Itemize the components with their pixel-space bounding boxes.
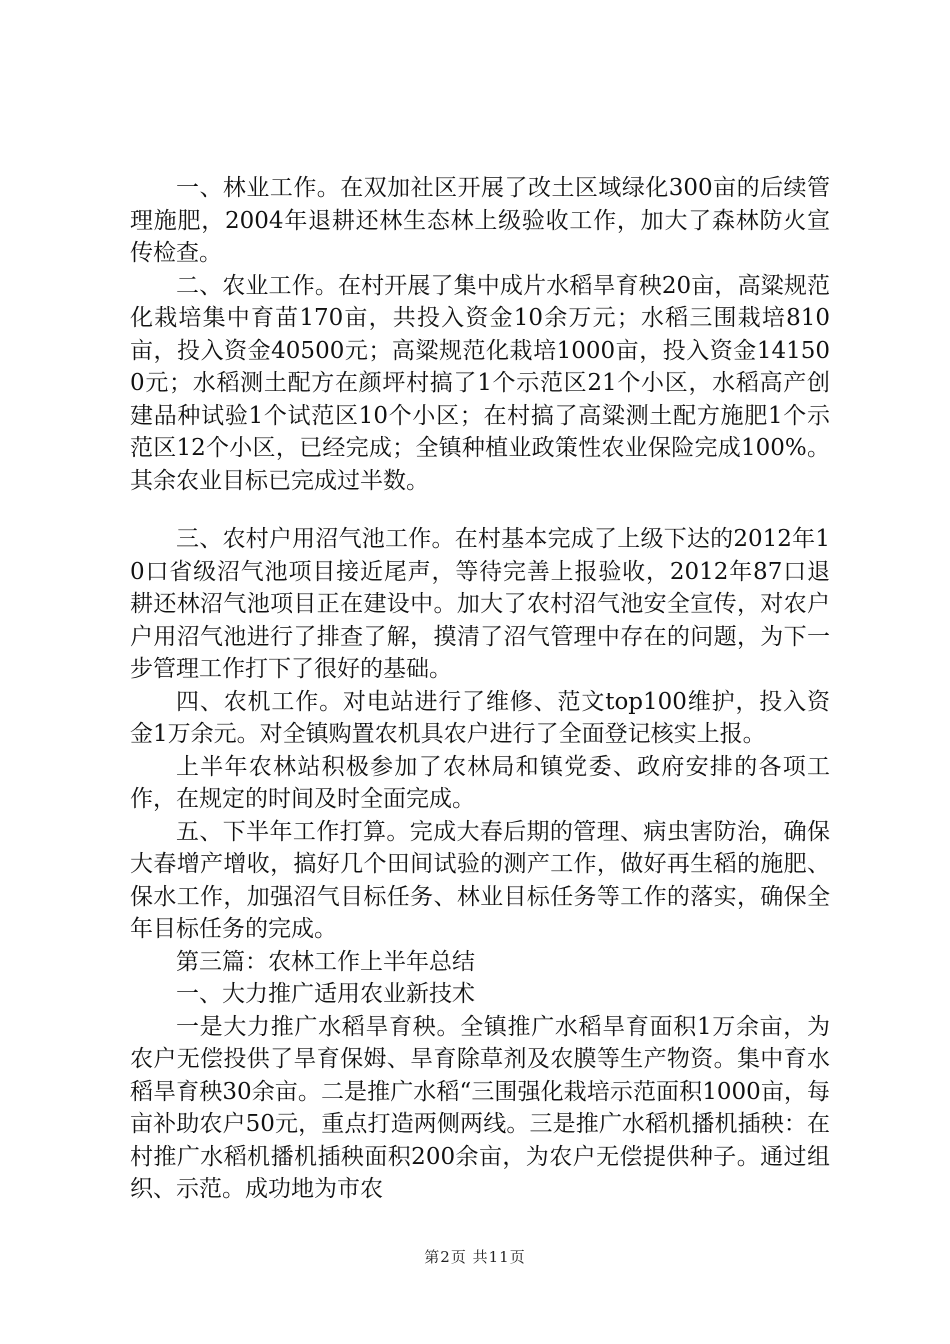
paragraph-half-year-summary: 上半年农林站积极参加了农林局和镇党委、政府安排的各项工作，在规定的时间及时全面完成。 <box>130 753 830 812</box>
subheading-new-techniques: 一、大力推广适用农业新技术 <box>176 981 475 1007</box>
paragraph-second-half-plan: 五、下半年工作打算。完成大春后期的管理、病虫害防治，确保大春增产增收，搞好几个田间试验的测产工作，做好再生稻的施肥、保水工作，加强沼气目标任务、林业目标任务等工作的落实，确保全年目标任务的完成。 <box>130 818 830 942</box>
paragraph-biogas: 三、农村户用沼气池工作。在村基本完成了上级下达的2012年10口省级沼气池项目接近尾声，等待完善上报验收，2012年87口退耕还林沼气池项目正在建设中。加大了农村沼气池安全宣传，对农户户用沼气池进行了排查了解，摸清了沼气管理中存在的问题，为下一步管理工作打下了很好的基础。 <box>130 526 830 682</box>
paragraph-forestry: 一、林业工作。在双加社区开展了改土区域绿化300亩的后续管理施肥，2004年退耕还林生态林上级验收工作，加大了森林防火宣传检查。 <box>130 175 830 266</box>
document-body <box>130 172 830 1206</box>
paragraph-farm-machinery: 四、农机工作。对电站进行了维修、范文top100维护，投入资金1万余元。对全镇购置农机具农户进行了全面登记核实上报。 <box>130 688 830 747</box>
section-heading-part-three: 第三篇：农林工作上半年总结 <box>176 948 475 975</box>
paragraph-rice-techniques: 一是大力推广水稻旱育秧。全镇推广水稻旱育面积1万余亩，为农户无偿投供了旱育保姆、旱育除草剂及农膜等生产物资。集中育水稻旱育秧30余亩。二是推广水稻“三围强化栽培示范面积1000亩，每亩补助农户50元，重点打造两侧两线。三是推广水稻机播机插秧：在村推广水稻机播机插秧面积200余亩，为农户无偿提供种子。通过组织、示范。成功地为市农 <box>130 1013 830 1202</box>
page-number-footer: 第2页 共11页 <box>424 1248 526 1266</box>
paragraph-agriculture: 二、农业工作。在村开展了集中成片水稻旱育秧20亩，高粱规范化栽培集中育苗170亩，共投入资金10余万元；水稻三围栽培810亩，投入资金40500元；高粱规范化栽培1000亩，投入资金141500元；水稻测土配方在颜坪村搞了1个示范区21个小区，水稻高产创建品种试验1个试范区10个小区；在村搞了高粱测土配方施肥1个示范区12个小区，已经完成；全镇种植业政策性农业保险完成100%。其余农业目标已完成过半数。 <box>130 272 830 494</box>
